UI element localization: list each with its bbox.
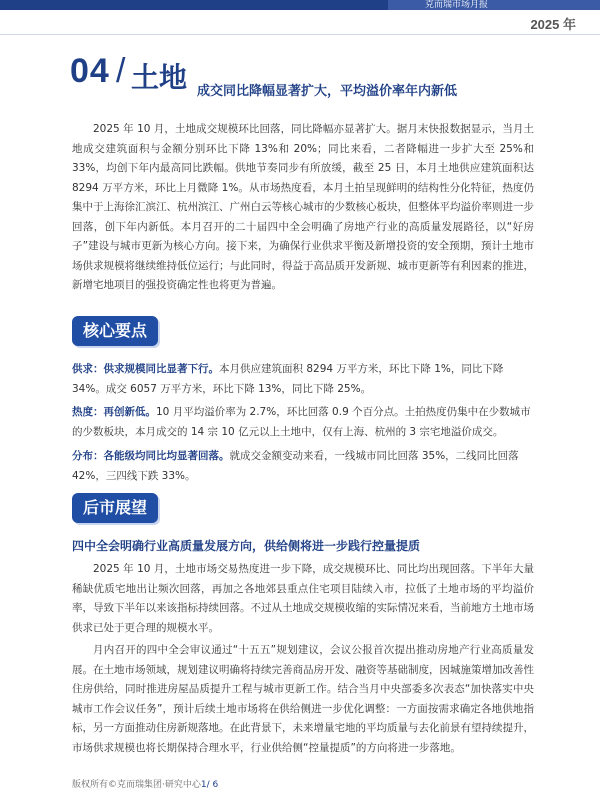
report-title: 克而瑞市场月报 bbox=[425, 0, 489, 10]
key-point-text: 10 月平均溢价率为 2.7%，环比回落 0.9 个百分点。土拍热度仍集中在少数城市的少数板块，本月成交的 14 宗 10 亿元以上土地中，仅有上海、杭州的 3 宗宅地溢价成交。 bbox=[72, 406, 531, 438]
key-point-distribution bbox=[72, 447, 534, 486]
intro-paragraph: 2025 年 10 月，土地成交规模环比回落，同比降幅亦显著扩大。据月末快报数据显示，当月土地成交建筑面积与金额分别环比下降 13%和 20%；同比来看，二者降幅进一步扩大至 25%和 33%，均创下年内最高同比跌幅。供地节奏同步有所放缓，截至 25 日，本月土地供应建筑面积达 8294 万平方米，环比上月微降 1%。从市场热度看，本月土拍呈现鲜明的结构性分化特征，热度仍集中于上海徐汇滨江、杭州滨江、广州白云等核心城市的少数核心板块，但整体平均溢价率则进一步回落，创下年内新低。本月召开的二十届四中全会明确了房地产行业的高质量发展路径，以“好房子”建设与城市更新为核心方向。接下来，为确保行业供求平衡及新增投资的安全预期，预计土地市场供求规模将继续维持低位运行；与此同时，得益于高品质开发新规、城市更新等有利因素的推进，新增宅地项目的强投资确定性也将更为普遍。 bbox=[72, 123, 534, 291]
key-point-label: 分布：各能级均同比均显著回落。 bbox=[72, 450, 230, 462]
footer bbox=[72, 777, 218, 790]
section-slash: / bbox=[116, 52, 126, 90]
key-point-text: 就成交金额变动来看，一线城市同比回落 35%，二线同比回落 42%，三四线下跌 33%。 bbox=[72, 450, 519, 482]
footer-copyright: 版权所有©克而瑞集团·研究中心 bbox=[72, 780, 201, 790]
header-divider bbox=[0, 34, 600, 35]
section-label: 土地 bbox=[131, 61, 188, 94]
key-point-supply bbox=[72, 360, 534, 399]
section-number: 04 bbox=[70, 52, 110, 90]
outlook-heading: 四中全会明确行业高质量发展方向，供给侧将进一步践行控量提质 bbox=[72, 539, 421, 553]
key-points-pill: 核心要点 bbox=[72, 316, 158, 346]
key-point-text: 本月供应建筑面积 8294 万平方米，环比下降 1%，同比下降 34%。成交 6057 万平方米，环比下降 13%，同比下降 25%。 bbox=[72, 363, 504, 395]
outlook-paragraph: 月内召开的四中全会审议通过“十五五”规划建议，会议公报首次提出推动房地产行业高质量发展。在土地市场领域，规划建议明确将持续完善商品房开发、融资等基础制度，因城施策增加改善性住房供给，同时推进房屋品质提升工程与城市更新工作。结合当月中央部委多次表态“加快落实中央城市工作会议任务”，预计后续土地市场将在供给侧进一步优化调整：一方面按需求确定各地供地指标，另一方面推动住房新规落地。在此背景下，未来增量宅地的平均质量与去化前景有望持续提升，市场供求规模也将长期保持合理水平，行业供给侧“控量提质”的方向将进一步落地。 bbox=[72, 644, 534, 754]
outlook-paragraph: 2025 年 10 月，土地市场交易热度进一步下降，成交规模环比、同比均出现回落。下半年大量稀缺优质宅地出让频次回落，再加之各地郊县重点住宅项目陆续入市，拉低了土地市场的平均溢价率，导致下半年以来该指标持续回落。不过从土地成交规模收缩的实际情况来看，当前地方土地市场供求已处于更合理的规模水平。 bbox=[72, 563, 534, 634]
report-year: 2025 年 bbox=[530, 17, 576, 32]
key-point-label: 供求：供求规模同比显著下行。 bbox=[72, 363, 219, 375]
outlook-pill: 后市展望 bbox=[72, 493, 158, 523]
section-subtitle: 成交同比降幅显著扩大，平均溢价率年内新低 bbox=[197, 84, 458, 99]
key-point-label: 热度：再创新低。 bbox=[72, 406, 156, 418]
key-point-heat bbox=[72, 403, 534, 442]
page-number: 1/ 6 bbox=[200, 780, 219, 790]
